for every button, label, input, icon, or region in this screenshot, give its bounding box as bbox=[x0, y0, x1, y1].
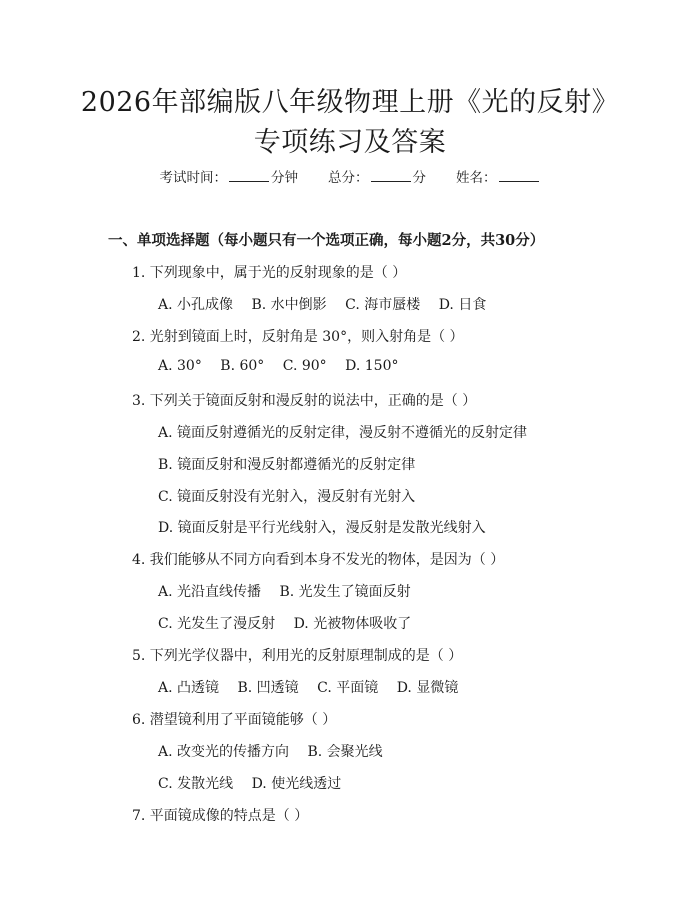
exam-time-field bbox=[160, 166, 299, 186]
question-1-option-d: D. 日食 bbox=[438, 297, 487, 313]
question-2-option-d: D. 150° bbox=[345, 358, 399, 374]
question-4-options-row-1 bbox=[158, 581, 425, 601]
question-6-option-a: A. 改变光的传播方向 bbox=[158, 744, 290, 760]
document-title: 2026年部编版八年级物理上册《光的反射》 bbox=[80, 87, 620, 118]
question-5-option-c: C. 平面镜 bbox=[317, 680, 379, 696]
question-6-option-c: C. 发散光线 bbox=[158, 776, 234, 792]
exam-time-unit: 分钟 bbox=[271, 170, 298, 186]
name-label: 姓名： bbox=[456, 170, 497, 186]
question-3-option-a: A. 镜面反射遵循光的反射定律，漫反射不遵循光的反射定律 bbox=[158, 425, 528, 441]
question-7-stem: 7. 平面镜成像的特点是（ ） bbox=[132, 808, 309, 824]
question-5-option-d: D. 显微镜 bbox=[396, 680, 459, 696]
question-6-stem: 6. 潜望镜利用了平面镜能够（ ） bbox=[132, 712, 337, 728]
question-6-option-d: D. 使光线透过 bbox=[251, 776, 342, 792]
question-2-options bbox=[158, 358, 413, 374]
question-4-option-c: C. 光发生了漫反射 bbox=[158, 616, 276, 632]
question-4-stem: 4. 我们能够从不同方向看到本身不发光的物体，是因为（ ） bbox=[132, 552, 505, 568]
question-6-options-row-1 bbox=[158, 741, 397, 761]
total-score-unit: 分 bbox=[412, 170, 426, 186]
exam-time-label: 考试时间： bbox=[159, 170, 227, 186]
question-1-stem: 1. 下列现象中，属于光的反射现象的是（ ） bbox=[132, 265, 407, 281]
document-subtitle: 专项练习及答案 bbox=[253, 127, 447, 158]
question-4-option-d: D. 光被物体吸收了 bbox=[293, 616, 412, 632]
question-6-options-row-2 bbox=[158, 773, 355, 793]
question-1-option-b: B. 水中倒影 bbox=[251, 297, 327, 313]
name-field bbox=[456, 166, 541, 186]
total-score-field bbox=[328, 166, 426, 186]
total-score-label: 总分： bbox=[328, 170, 369, 186]
exam-time-blank bbox=[229, 169, 269, 182]
question-4-options-row-2 bbox=[158, 613, 425, 633]
section-heading: 一、单项选择题（每小题只有一个选项正确，每小题2分，共30分） bbox=[108, 232, 545, 249]
question-5-options bbox=[158, 677, 472, 697]
question-4-option-a: A. 光沿直线传播 bbox=[158, 584, 262, 600]
question-1-option-c: C. 海市蜃楼 bbox=[345, 297, 421, 313]
exam-info-row bbox=[0, 166, 700, 186]
question-1-option-a: A. 小孔成像 bbox=[158, 297, 234, 313]
question-5-stem: 5. 下列光学仪器中，利用光的反射原理制成的是（ ） bbox=[132, 648, 463, 664]
question-3-option-c: C. 镜面反射没有光射入，漫反射有光射入 bbox=[158, 489, 416, 505]
question-1-options bbox=[158, 294, 500, 314]
name-blank bbox=[499, 169, 539, 182]
question-3-option-b: B. 镜面反射和漫反射都遵循光的反射定律 bbox=[158, 457, 416, 473]
question-2-stem: 2. 光射到镜面上时，反射角是 30°，则入射角是（ ） bbox=[132, 329, 464, 345]
question-3-stem: 3. 下列关于镜面反射和漫反射的说法中，正确的是（ ） bbox=[132, 393, 477, 409]
question-4-option-b: B. 光发生了镜面反射 bbox=[279, 584, 411, 600]
question-5-option-b: B. 凹透镜 bbox=[237, 680, 299, 696]
question-2-option-c: C. 90° bbox=[282, 358, 327, 374]
question-3-option-d: D. 镜面反射是平行光线射入，漫反射是发散光线射入 bbox=[158, 520, 486, 536]
question-5-option-a: A. 凸透镜 bbox=[158, 680, 220, 696]
question-6-option-b: B. 会聚光线 bbox=[307, 744, 383, 760]
question-2-option-a: A. 30° bbox=[158, 358, 202, 374]
total-score-blank bbox=[371, 169, 411, 182]
question-2-option-b: B. 60° bbox=[220, 358, 265, 374]
